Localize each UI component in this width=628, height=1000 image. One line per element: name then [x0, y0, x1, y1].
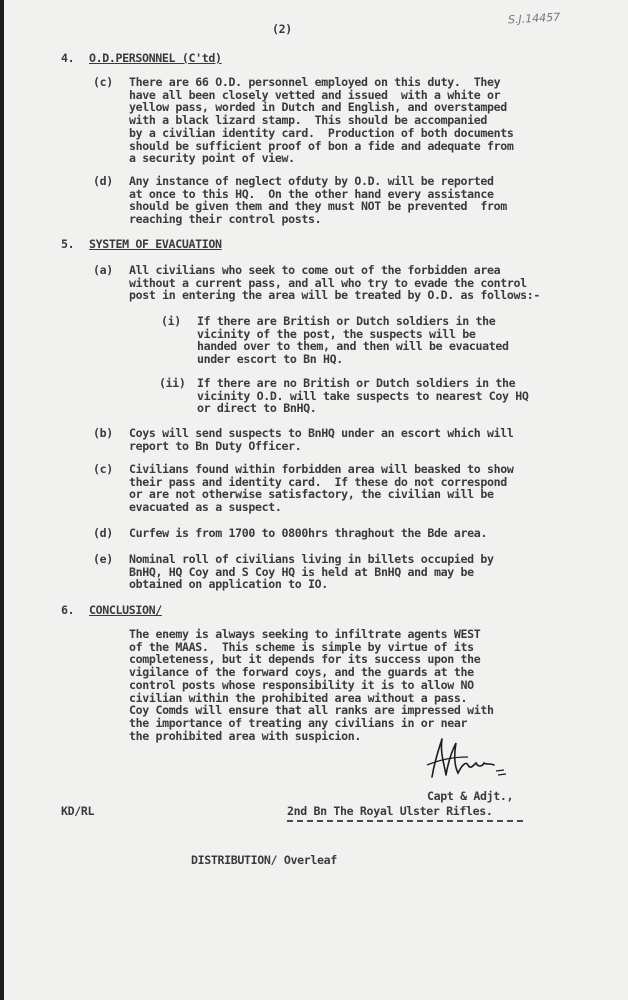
- para-4c-label: (c): [93, 75, 113, 89]
- text-line: the prohibited area with suspicion.: [129, 728, 362, 743]
- text-line: should be sufficient proof of bon a fide and adequate from: [129, 138, 514, 153]
- reference-initials: KD/RL: [61, 804, 95, 818]
- para-5a-label: (a): [93, 263, 113, 277]
- para-5d-label: (d): [93, 526, 113, 540]
- text-line: handed over to them, and then will be evacuated: [197, 339, 509, 354]
- text-line: vicinity O.D. will take suspects to nearest Coy HQ: [197, 388, 529, 403]
- text-line: There are 66 O.D. personnel employed on this duty. They: [129, 75, 501, 89]
- signatory-rank: Capt & Adjt.,: [427, 789, 514, 803]
- text-line: their pass and identity card. If these do not correspond: [129, 474, 507, 489]
- text-line: at once to this HQ. On the other hand every assistance: [129, 186, 494, 201]
- text-line: vigilance of the forward coys, and the guards at the: [129, 665, 474, 680]
- text-line: Curfew is from 1700 to 0800hrs thraghout the Bde area.: [129, 526, 488, 540]
- para-5b-text: [129, 427, 514, 452]
- text-line: with a black lizard stamp. This should be accompanied: [129, 113, 488, 128]
- text-line: control posts whose responsibility it is to allow NO: [129, 677, 474, 692]
- distribution-note: DISTRIBUTION/ Overleaf: [191, 853, 337, 867]
- para-5c-label: (c): [93, 462, 113, 476]
- para-5a-text: [129, 264, 540, 302]
- para-5b-label: (b): [93, 426, 113, 440]
- section-4-heading: O.D.PERSONNEL (C'td): [89, 51, 222, 65]
- para-5a-i-label: (i): [161, 314, 181, 328]
- section-6-number: 6.: [61, 603, 75, 617]
- section-5-heading: SYSTEM OF EVACUATION: [89, 237, 222, 251]
- para-4d-text: [129, 175, 507, 226]
- text-line: If there are no British or Dutch soldiers in the: [197, 376, 516, 390]
- para-5a-ii-text: [197, 377, 529, 415]
- text-line: Any instance of neglect ofduty by O.D. will be reported: [129, 174, 494, 188]
- para-5d-text: [129, 527, 487, 540]
- text-line: Coy Comds will ensure that all ranks are impressed with: [129, 703, 494, 718]
- text-line: should be given them and they must NOT be prevented from: [129, 199, 507, 214]
- text-line: vicinity of the post, the suspects will be: [197, 326, 476, 341]
- section-4-number: 4.: [61, 51, 75, 65]
- text-line: or are not otherwise satisfactory, the civilian will be: [129, 487, 494, 502]
- text-line: Coys will send suspects to BnHQ under an escort which will: [129, 426, 514, 440]
- para-4d-label: (d): [93, 174, 113, 188]
- para-5c-text: [129, 463, 514, 514]
- para-5e-text: [129, 553, 494, 591]
- text-line: Nominal roll of civilians living in billets occupied by: [129, 552, 494, 566]
- text-line: reaching their control posts.: [129, 212, 322, 227]
- text-line: report to Bn Duty Officer.: [129, 438, 302, 453]
- text-line: under escort to Bn HQ.: [197, 352, 343, 367]
- text-line: completeness, but it depends for its success upon the: [129, 652, 481, 667]
- conclusion-text: [129, 628, 494, 742]
- signature-underline: [287, 820, 523, 822]
- text-line: without a current pass, and all who try to evade the control: [129, 275, 527, 290]
- text-line: If there are British or Dutch soldiers in the: [197, 314, 496, 328]
- text-line: evacuated as a suspect.: [129, 500, 282, 515]
- text-line: post in entering the area will be treated by O.D. as follows:-: [129, 288, 541, 303]
- text-line: obtained on application to IO.: [129, 577, 328, 592]
- section-6-heading: CONCLUSION/: [89, 603, 162, 617]
- text-line: BnHQ, HQ Coy and S Coy HQ is held at BnHQ and may be: [129, 564, 474, 579]
- para-5a-ii-label: (ii): [159, 376, 186, 390]
- text-line: Civilians found within forbidden area will beasked to show: [129, 462, 514, 476]
- text-line: of the MAAS. This scheme is simple by virtue of its: [129, 639, 474, 654]
- text-line: The enemy is always seeking to infiltrate agents WEST: [129, 627, 481, 641]
- para-5a-i-text: [197, 315, 509, 366]
- text-line: civilian within the prohibited area without a pass.: [129, 690, 468, 705]
- signatory-unit: 2nd Bn The Royal Ulster Rifles.: [287, 804, 493, 818]
- text-line: by a civilian identity card. Production of both documents: [129, 125, 514, 140]
- para-5e-label: (e): [93, 552, 113, 566]
- text-line: or direct to BnHQ.: [197, 401, 317, 416]
- archive-reference: S.J.14457: [507, 10, 561, 27]
- text-line: yellow pass, worded in Dutch and English, and overstamped: [129, 100, 507, 115]
- text-line: have all been closely vetted and issued with a white or: [129, 87, 501, 102]
- text-line: a security point of view.: [129, 151, 295, 166]
- para-4c-text: [129, 76, 514, 165]
- handwritten-signature: [424, 735, 514, 783]
- section-5-number: 5.: [61, 237, 75, 251]
- page-number: (2): [272, 22, 292, 36]
- text-line: the importance of treating any civilians in or near: [129, 715, 468, 730]
- text-line: All civilians who seek to come out of the forbidden area: [129, 263, 501, 277]
